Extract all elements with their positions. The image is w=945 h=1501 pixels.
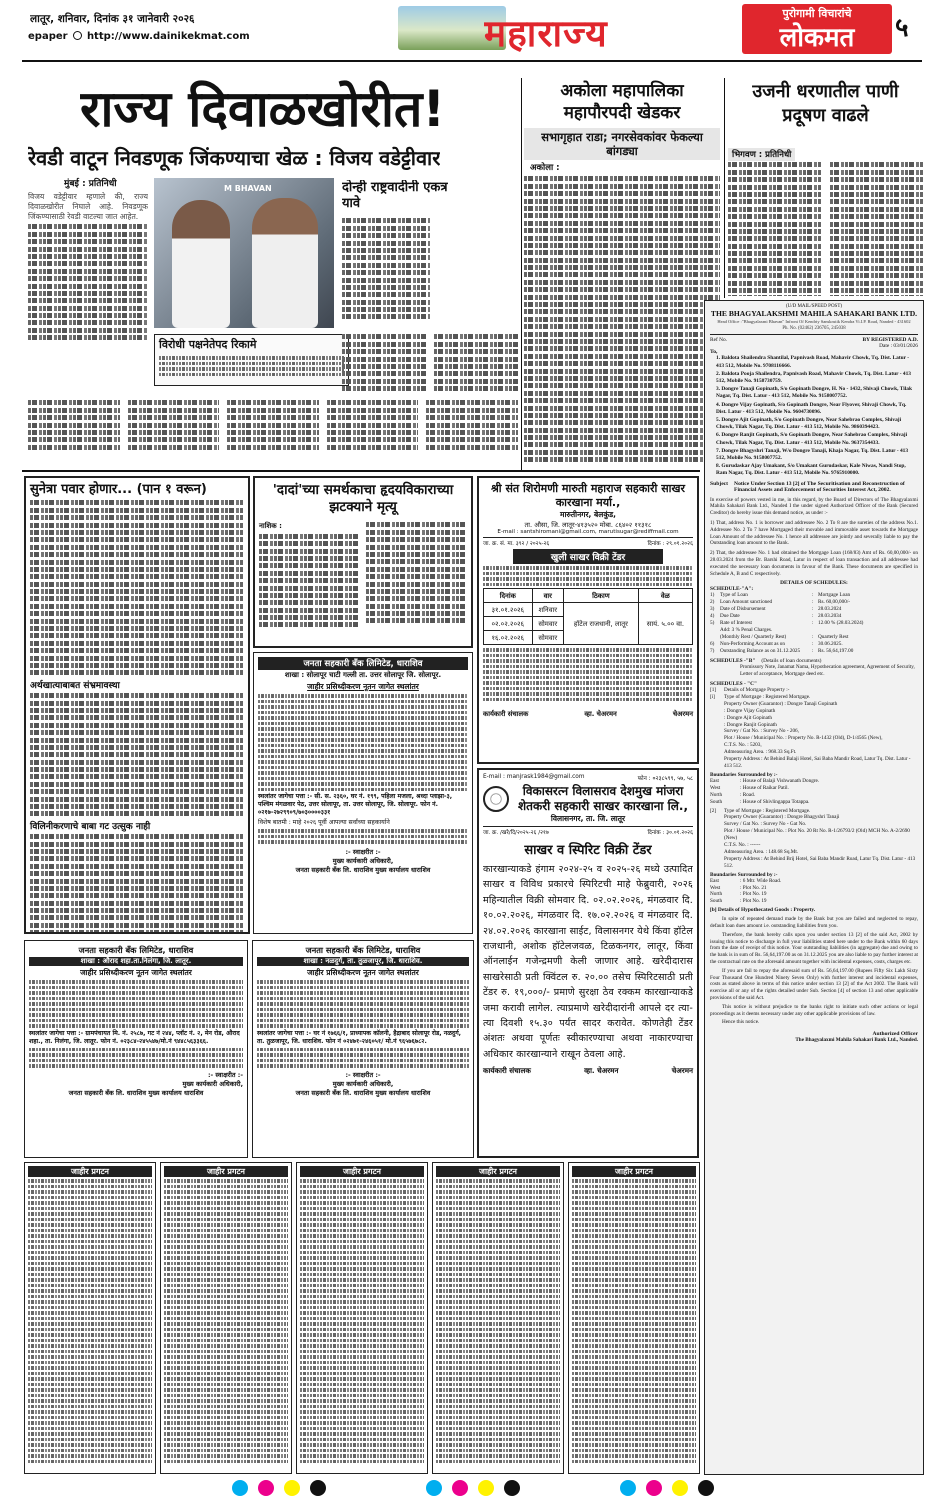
- schedule-cell: 2): [710, 599, 715, 606]
- schedule-row: [710, 648, 918, 655]
- sugar-row-date: ३१.०१.२०२६: [484, 603, 533, 617]
- schedule-cell: 12.00 % (28.03.2024): [818, 620, 864, 627]
- boundaries-2: [710, 878, 918, 906]
- schedule-cell: Type of Mortgage : Registered Mortgage.: [724, 693, 811, 700]
- schedule-cell: Add: 3 % Penal Charges.: [720, 627, 773, 634]
- schedule-cell: Survey / Gat No. : Survey No - 206,: [724, 728, 799, 735]
- classified-notices: [24, 1162, 700, 1474]
- janata-main-loc: स्थलांतर जागेचा पत्ता :- सी. स. २३६०, घर नं. १९९, पहिला मजला, श्रध्दा प्लाझा-३, पश्चिम मंगळवार पेठ, उत्तर सोलापूर, ता. उत्तर सोलापूर, जि. सोलापूर. फोन नं. ०२१७-२७२९९०९/७०३००००३३१: [258, 793, 453, 816]
- schedule-cell: [710, 756, 724, 770]
- janata-main-notice: [253, 652, 473, 934]
- addressee-item: 7. Dongre Bhagyshri Tanaji, W/o Dongre Tanaji, Khaja Nagar, Tq. Dist. Latur - 413 512, Mobile No. 9158007752.: [716, 447, 909, 462]
- manjra-footer-left: कार्यकारी संचालक: [483, 1066, 531, 1076]
- bank-head-office: Head Office :"Bhagyalaxmi Bhavan" Infront Of Kendriy Sanskrutik Kendra Vi.I.P. Road, Nanded - 431602: [717, 319, 911, 324]
- schedule-row: [710, 842, 918, 849]
- subject-text: Notice Under Section 13 [2] of The Securitisation and Reconstruction of Financial Assets and Enforcement of Securities Interest Act, 2002.: [734, 480, 905, 493]
- schedule-cell: [1]: [710, 687, 717, 694]
- janata-left-loc: स्थलांतर जागेचा पत्ता :- ग्रामपंचायत मि. नं. २५८७, गट नं २४४, प्लॉट नं. २, मेन रोड, औराद शहा., ता. निलंगा, जि. लातूर. फोन नं. ०२३८४-२४५५४७/मो.नं ९४४८५६३३६६.: [29, 1029, 240, 1045]
- janata-main-sign2: मुख्य कार्यकारी अधिकारी,: [332, 856, 394, 865]
- schedule-c-1: [710, 687, 918, 770]
- schedule-cell: : Road.: [740, 791, 755, 798]
- addressee-list: [710, 355, 918, 477]
- public-notice-heading: जाहीर प्रगटन: [164, 1166, 288, 1177]
- closing-3: If you are fail to repay the aforesaid sum of Rs. 56,64,197.00 (Rupees Fifty Six Lakh Sixty Four Thousand One Hundred Ninety Seven Only) with further interest and incidental expenses, costs as stated above in terms of this notice under section 13 [2] of the Act 2002. The Bank will exercise all or any of the rights detailed under Sub. Section [4] of section 13 and other applicable provisions of the said Act.: [710, 967, 918, 1002]
- lead-body-col1: [28, 192, 148, 392]
- schedule-cell: South: [710, 898, 723, 905]
- sidebar-ncp-body: [342, 216, 430, 322]
- masthead: [0, 0, 945, 68]
- sunetra-sub-2: विलिनीकरणाचे बाबा गट उत्सुक नाही: [30, 821, 151, 832]
- lead-story: [24, 80, 520, 465]
- schedule-row: [710, 849, 918, 856]
- bank-regd: (U/D MAIL/SPEED POST): [785, 304, 843, 309]
- sugar-contact: ता. औसा, जि. लातूर-४१३५२० मोबा. ८६४०२ ११३१८: [524, 521, 652, 529]
- akola-story: [524, 78, 720, 468]
- schedule-b-title: SCHEDULES -"B": [710, 658, 756, 665]
- schedule-cell: :: [812, 606, 814, 613]
- manjra-footer-mid: व्हा. चेअरमन: [584, 1066, 619, 1076]
- bank-notice: [704, 300, 924, 1475]
- opposition-box-title: विरोधी पक्षनेतेपद रिकामे: [159, 338, 257, 351]
- schedule-cell: Rs. 56,64,197.00: [818, 648, 854, 655]
- registration-black: [504, 1480, 520, 1496]
- schedule-cell: Admeasuring Area. : 148.68 Sq.Mt.: [724, 848, 799, 855]
- schedule-cell: South: [710, 798, 723, 805]
- manjra-place: विलासनगर, ता. जि. लातूर: [550, 814, 626, 823]
- schedule-cell: [818, 627, 918, 634]
- schedule-cell: Property Owner (Guarantor) : Dongre Tanaji Gopinath: [724, 700, 838, 707]
- schedule-cell: : House of Raikar Patil.: [740, 784, 789, 791]
- schedule-cell: East: [710, 777, 719, 784]
- janata-left-sign3: जनता सहकारी बँक लि. धाराशिव मुख्य कार्यालय धाराशिव: [68, 1088, 204, 1097]
- registration-yellow: [478, 1480, 494, 1496]
- sugar-venue: हॉटेल राजधानी, लातूर: [564, 603, 639, 645]
- janata-main-special: विशेष बातमी : माहे २०२६ पूर्वी आपल्या सर्वांच्या सहकार्याने: [258, 819, 390, 826]
- schedule-cell: : Plot No. 19: [740, 898, 767, 905]
- schedule-a-title: SCHEDULE-"A":: [710, 586, 754, 593]
- sugar-row-date: १६.०२.२०२६: [484, 631, 533, 645]
- schedule-cell: [710, 842, 724, 849]
- schedule-row: [710, 799, 918, 806]
- janata-mid-branch: शाखा : नळदुर्ग, ता. तुळजापूर, जि. धाराशिव.: [257, 957, 469, 966]
- schedule-row: [710, 592, 918, 599]
- manjra-logo: [483, 786, 509, 812]
- signatory-bank: The Bhagyalaxmi Mahila Sahakari Bank Ltd., Nanded.: [795, 1037, 918, 1044]
- janata-left-sign1: :- स्वाक्षरीत :-: [207, 1070, 243, 1079]
- schedule-cell: :: [812, 641, 814, 648]
- janata-mid-loc: स्थलांतर जागेचा पत्ता :- घर नं १७६६/१, प्राध्यापक कॉलनी, हैद्राबाद सोलापूर रोड, नळदुर्ग, ता. तुळजापूर, जि. धाराशिव. फोन नं ०२४७१-२४६०५१/ मो.नं ९६५७६७८२.: [257, 1029, 462, 1045]
- epaper-label: epaper: [28, 31, 68, 42]
- dada-story: [253, 476, 473, 648]
- schedule-cell: [710, 849, 724, 856]
- schedule-cell: [710, 814, 724, 821]
- schedule-cell: :: [812, 620, 814, 627]
- schedule-cell: North: [710, 891, 723, 898]
- schedule-row: [710, 694, 918, 701]
- schedule-cell: : Plot No. 21: [740, 884, 767, 891]
- schedule-cell: Plot / House / Municipal No. : Plot No. 20 Rt No. R-1/26793/2 (Old) MCH No. A-2/2690 (New): [724, 828, 910, 842]
- schedule-row: [710, 792, 918, 799]
- schedule-row: [710, 828, 918, 842]
- bank-name: THE BHAGYALAKSHMI MAHILA SAHAKARI BANK LTD.: [710, 309, 918, 318]
- lead-body-intro: विजय वडेट्टीवार म्हणाले की, राज्य दिवाळखोरीत निघाले आहे. निवडणूक जिंकण्यासाठी रेवडी वाटल्या जात आहेत.: [28, 192, 148, 221]
- ujani-dateline: भिगवण : प्रतिनिधी: [728, 148, 795, 161]
- janata-left-sign2: मुख्य कार्यकारी अधिकारी,: [182, 1079, 243, 1088]
- schedule-cell: [i]: [710, 693, 715, 700]
- manjra-tender-title: साखर व स्पिरिट विक्री टेंडर: [524, 843, 652, 858]
- sugar-time: सायं. ५.०० वा.: [638, 603, 692, 645]
- sugar-place: मारुतीनगर, बेलकुंड,: [559, 510, 617, 519]
- paper-logo: [742, 4, 892, 54]
- registration-magenta: [646, 1480, 662, 1496]
- closing-5: Hence this notice.: [722, 1019, 760, 1026]
- manjra-tender-ad: [477, 768, 699, 1158]
- janata-left-bank: जनता सहकारी बँक लिमिटेड, धाराशिव: [78, 945, 194, 955]
- dada-dateline: नाशिक :: [259, 522, 282, 531]
- hypothecated: [b] Details of Hypothecated Goods : Property.: [710, 907, 816, 914]
- janata-main-bank: जनता सहकारी बँक लिमिटेड, धाराशिव: [258, 657, 468, 670]
- bank-para-1: 1) That, address No. 1 is borrower and addressee No. 2 To 8 are the sureties of the address No.1. Addressee No. 2 To 7 have Mortgaged their movable and immovable asset towards the Mortgage Loan Amount of the addressee No. 1 hence all addressee are jointly and severally liable to pay the Outstanding loan amount to the Bank.: [710, 520, 918, 547]
- lead-photo: [154, 178, 334, 328]
- paper-name: लोकमत: [779, 23, 855, 53]
- schedule-cell: Date of Disbursement: [720, 606, 766, 613]
- bank-to: To,: [710, 349, 718, 356]
- manjra-date: दिनांक : ३०.०१.२०२६: [647, 830, 693, 836]
- schedule-row: [710, 715, 918, 722]
- manjra-body: कारखान्याकडे हंगाम २०२४-२५ व २०२५-२६ मध्ये उत्पादित साखर व विविध प्रकारचे स्पिरिटची माहे फेब्रुवारी, २०२६ महिन्यातील विक्री सोमवार दि. ०२.०२.२०२६, मंगळवार दि. १०.०२.२०२६, मंगळवार दि. १७.०२.२०२६ व मंगळवार दि. २४.०२.२०२६ कारखाना साईट, विलासनगर येथे किंवा हॉटेल राजधानी, अशोक हॉटेलजवळ, टिळकनगर, लातूर, किंवा ऑनलाईन गजेन्द्रमणी केली जाणार आहे. खरेदीदारास साखरेसाठी प्रती क्विंटल रु. २०.०० तसेच स्पिरिटसाठी प्रती टेंडर रु. १९,०००/- प्रमाणे सुरक्षा ठेव रक्कम कारखान्याकडे जमा करावी लागेल. त्याप्रमाणे खरेदीदारांनी आपले दर त्या-त्या दिवशी १५.३० पर्यंत सादर करावेत. कोणतेही टेंडर अंशतः अथवा पूर्णतः स्वीकारण्याचा अथवा नाकारण्याचा अधिकार कारखान्याने राखून ठेवला आहे.: [483, 864, 693, 1060]
- schedule-cell: Type of Loan: [720, 592, 748, 599]
- janata-mid-bank: जनता सहकारी बँक लिमिटेड, धाराशिव: [305, 945, 421, 955]
- sugar-date: दिनांक : २९.०१.२०२६: [647, 541, 693, 547]
- janata-mid-sign1: :- स्वाक्षरीत :-: [345, 1070, 381, 1079]
- sunetra-body-1: [30, 500, 244, 675]
- schedule-cell: 7): [710, 648, 715, 655]
- schedule-cell: 28.03.2024: [818, 606, 842, 613]
- bank-para-2: 2) That, the addressee No. 1 had obtained the Mortgage Loan (168/83) Amt of Rs. 60,00,000/- on 28.03.2024 from the Br. Barshi Road, Latur in respect of loan transaction and all addressee had executed the necessary loan documents in favour of the Bank. These documents are specified in Schedule A, B and C respectively.: [710, 550, 918, 577]
- schedule-cell: Outstanding Balance as on 31.12.2025: [720, 648, 801, 655]
- lead-headline: राज्य दिवाळखोरीत!: [80, 80, 446, 138]
- schedule-row: [710, 885, 918, 892]
- sunetra-sub-1: अर्थखात्याबाबत संभ्रमावस्था: [30, 680, 120, 691]
- manjra-email: E-mail : manjrask1984@gmail.com: [483, 774, 585, 780]
- closing-2: Therefore, the bank hereby calls upon you under section 13 [2] of the said Act, 2002 by issuing this notice to discharge in full your liabilities stated here under to the Bank within 60 days from the date of receipt of this notice. Your outstanding liabilities (in aggregate) due and owing to the bank is in sum of Rs. 56,64,197.00 as on 31.12.2025 you are also liable to pay further interest at the contractual rate on the aforesaid amount together with incidental expenses, costs, charges etc.: [710, 931, 918, 966]
- schedule-cell: [710, 722, 724, 729]
- schedule-b-sub: (Details of loan documents): [761, 658, 822, 665]
- schedule-cell: : Dongre Ajit Gopinath: [724, 714, 772, 721]
- janata-left-title: जाहीर प्रसिध्दीकरण नूतन जागेत स्थलांतर: [80, 968, 192, 977]
- schedule-cell: Rate of Interest: [720, 620, 752, 627]
- schedule-cell: (Monthly Rest / Quarterly Rest): [720, 634, 787, 641]
- schedule-row: [710, 891, 918, 898]
- epaper-link[interactable]: [28, 31, 250, 42]
- photo-building-sign: M BHAVAN: [224, 184, 272, 193]
- bank-phone: Ph. No. (02462) 236705, 245038: [782, 326, 846, 331]
- schedule-cell: : Dongre Ranjit Gopinath: [724, 721, 777, 728]
- schedule-cell: [710, 821, 724, 828]
- sugar-row-date: ०२.०२.२०२६: [484, 617, 533, 631]
- schedule-row: [710, 606, 918, 613]
- sugar-title: श्री संत शिरोमणी मारुती महाराज सहकारी साखर कारखाना मर्या.,: [491, 482, 685, 509]
- schedule-cell: [710, 715, 724, 722]
- schedule-cell: Quarterly Rest: [818, 634, 849, 641]
- schedule-cell: Survey / Gat No. : Survey No - Gat No.: [724, 821, 807, 828]
- lead-body-lower: [28, 398, 518, 462]
- lead-dateline: मुंबई : प्रतिनिधी: [64, 179, 117, 189]
- schedule-cell: Property Address : At Behind Brij Hotel, Sai Baba Mandir Road, Latur Tq. Dist. Latur - 413 512.: [724, 855, 916, 869]
- schedule-cell: 1): [710, 592, 715, 599]
- sugar-th-day: वार: [532, 589, 564, 603]
- schedule-cell: [710, 708, 724, 715]
- print-registration-bar: [0, 1475, 945, 1501]
- schedule-cell: North: [710, 791, 723, 798]
- schedule-row: [710, 620, 918, 627]
- opposition-box: [154, 334, 349, 386]
- sugar-ref: जा. क्र. सं. मा. ३९२ / २०२५-२६: [483, 541, 550, 547]
- public-notice-heading: जाहीर प्रगटन: [572, 1166, 696, 1177]
- janata-main-title: जाहीर प्रसिध्दीकरण नूतन जागेत स्थलांतर: [307, 682, 419, 691]
- schedule-cell: Mortgage Loan: [818, 592, 851, 599]
- public-notice-heading: जाहीर प्रगटन: [300, 1166, 424, 1177]
- sugar-th-date: दिनांक: [484, 589, 533, 603]
- janata-left-branch: शाखा : औराद शहा.ता.निलंगा, जि. लातूर.: [29, 957, 243, 966]
- schedule-cell: : Plot No. 19: [740, 891, 767, 898]
- schedule-cell: [710, 728, 724, 735]
- schedule-cell: 3): [710, 606, 715, 613]
- registration-magenta: [452, 1480, 468, 1496]
- akola-dateline: अकोला :: [530, 163, 560, 173]
- registration-magenta: [258, 1480, 274, 1496]
- schedule-cell: C.T.S. No. : ------: [724, 842, 761, 849]
- schedule-cell: Admeasuring Area. : 968.33 Sq.Ft.: [724, 749, 797, 756]
- dateline: लातूर, शनिवार, दिनांक ३१ जानेवारी २०२६: [30, 13, 195, 25]
- section-title: महाराज्य: [484, 12, 608, 55]
- schedule-c-title: SCHEDULES - "C": [710, 681, 758, 688]
- schedule-row: [710, 878, 918, 885]
- signatory: Authorized Officer: [872, 1031, 918, 1038]
- sidebar-ncp-cont: [342, 332, 518, 398]
- addressee-item: 8. Gurudaskar Ajay Umakant, S/o Umakant Gurudaskar, Kale Niwas, Nandi Stop, Ram Nagar, Tq. Dist. Latur - 413 512, Mobile No. 9765910000.: [716, 463, 906, 477]
- schedule-row: [710, 641, 918, 648]
- sugar-email: E-mail : santshiromani@gmail.com, marutisugar@rediffmail.com: [497, 529, 679, 535]
- schedule-cell: Type of Mortgage : Registered Mortgage.: [724, 807, 811, 814]
- schedule-cell: [2]: [710, 807, 717, 814]
- sunetra-headline: सुनेत्रा पवार होणार... (पान १ वरून): [30, 482, 207, 497]
- schedule-cell: : Dongre Vijay Gopinath: [724, 707, 776, 714]
- registration-black: [698, 1480, 714, 1496]
- addressee-item: 3. Dongre Tanaji Gopinath, S/o Gopinath Dongre, H. No - 1432, Shivaji Chowk, Tilak Nagar, Tq. Dist. Latur - 413 512, Mobile No. 9158007752.: [716, 386, 912, 400]
- boundaries-1-title: Boundaries Surrounded by :-: [710, 771, 778, 778]
- schedule-cell: Rs. 60,00,000/-: [818, 599, 850, 606]
- janata-mid-sign3: जनता सहकारी बँक लि. धाराशिव मुख्य कार्यालय धाराशिव: [295, 1088, 431, 1097]
- janata-mid-title: जाहीर प्रसिध्दीकरण नूतन जागेत स्थलांतर: [307, 968, 419, 977]
- schedule-cell: East: [710, 877, 719, 884]
- sunetra-body-3: [30, 834, 244, 934]
- photo-person-right: [252, 198, 318, 328]
- sidebar-ncp-title: दोन्ही राष्ट्रवादीनी एकत्र यावे: [342, 180, 448, 211]
- schedule-cell: :: [812, 599, 814, 606]
- schedule-row: [710, 735, 918, 742]
- column-rule: [521, 78, 522, 470]
- schedule-cell: 4): [710, 613, 715, 620]
- ujani-headline: उजनी धरणातील पाणी प्रदूषण वाढले: [752, 81, 899, 126]
- schedule-cell: : House of Shivlingappa Totappa.: [740, 798, 810, 805]
- sugar-tender-table: [483, 588, 693, 645]
- schedule-row: [710, 785, 918, 792]
- sugar-footer-left: कार्यकारी संचालक: [483, 710, 529, 718]
- public-notice: [568, 1162, 700, 1474]
- lead-subhead: रेवडी वाटून निवडणूक जिंकण्याचा खेळ : विजय वडेट्टीवार: [28, 146, 441, 170]
- closing-1: In spite of repeated demand made by the Bank but you are failed and neglected to repay, default loan dues amount i.e. outstanding liabilities from you.: [710, 916, 918, 930]
- registration-cyan: [620, 1480, 636, 1496]
- bank-subject: [710, 481, 918, 493]
- sugar-row-day: शनिवार: [532, 603, 564, 617]
- ujani-body: [728, 160, 923, 296]
- public-notice-heading: जाहीर प्रगटन: [436, 1166, 560, 1177]
- bank-date: Date : 03/01/2026: [879, 343, 918, 350]
- addressee-item: 4. Dongre Vijay Gopinath, S/o Gopinath Dongre, Near Flyover, Shivaji Chowk, Tq. Dist. Latur - 413 512, Mobile No. 9604730096.: [716, 401, 907, 415]
- schedule-row: [710, 898, 918, 905]
- public-notice: [432, 1162, 564, 1474]
- janata-main-branch: शाखा : सोलापूर चाटी गल्ली ता. उत्तर सोलापूर जि. सोलापूर.: [284, 671, 442, 679]
- schedule-row: [710, 742, 918, 749]
- dada-headline: 'दादां'च्या समर्थकाचा हृदयविकाराच्या झटक्याने मृत्यू: [272, 482, 454, 515]
- addressee-item: 1. Baldota Shailendra Shantilal, Papnivash Road, Mahavir Chowk, Tq. Dist. Latur - 413 512, Mobile No. 9708116666.: [716, 355, 910, 369]
- schedule-cell: 5): [710, 620, 715, 627]
- schedule-cell: West: [710, 784, 721, 791]
- subject-label: Subject: [710, 480, 729, 487]
- schedule-row: [710, 856, 918, 870]
- public-notice: [24, 1162, 156, 1474]
- akola-headline: अकोला महापालिका महापौरपदी खेडकर: [560, 81, 684, 123]
- section-rule: [22, 470, 700, 472]
- schedule-cell: : House of Balaji Vishwanath Dongre.: [740, 777, 820, 784]
- schedule-cell: 6): [710, 641, 715, 648]
- page-number: ५: [895, 13, 909, 43]
- schedule-b-text: Promissory Note, Janamat Nama, Hypothecation agreement, Agreement of Security, Letter of acceptance, Mortgage deed etc.: [740, 664, 915, 678]
- globe-icon: [73, 31, 82, 40]
- addressee-item: 6. Dongre Ranjit Gopinath, S/o Gopinath Dongre, Near Sahebrao Complex, Shivaji Chowk, Tilak Nagar, Tq. Dist. Latur - 413 512, Mobile No. 9637354433.: [716, 432, 908, 446]
- addressee-item: 5. Dongre Ajit Gopinath, S/o Gopinath Dongre, Near Sahebrao Complex, Shivaji Chowk, Tilak Nagar, Tq. Dist. Latur - 413 512, Mobile No. 9860394423.: [716, 417, 902, 431]
- sugar-tender-ad: [477, 476, 699, 764]
- schedule-cell: Loan Amount sanctioned: [720, 599, 773, 606]
- registration-yellow: [672, 1480, 688, 1496]
- janata-mid-sign2: मुख्य कार्यकारी अधिकारी,: [332, 1079, 394, 1088]
- schedule-cell: Non-Performing Account as on: [720, 641, 785, 648]
- public-notice: [160, 1162, 292, 1474]
- sugar-row-day: सोमवार: [532, 617, 564, 631]
- schedule-c-2: [710, 808, 918, 870]
- registration-cyan: [232, 1480, 248, 1496]
- schedule-cell: 30.06.2025.: [818, 641, 843, 648]
- schedule-cell: [710, 742, 724, 749]
- schedule-row: [710, 701, 918, 708]
- schedule-cell: :: [812, 648, 814, 655]
- sugar-th-place: ठिकाण: [564, 589, 639, 603]
- registration-yellow: [284, 1480, 300, 1496]
- details-title: DETAILS OF SCHEDULES:: [780, 580, 848, 587]
- schedule-cell: Property Owner (Guarantor) : Dongre Bhagyshri Tanaji: [724, 814, 840, 821]
- schedule-cell: Details of Mortgage Property :-: [724, 687, 790, 694]
- schedule-cell: [710, 856, 724, 870]
- schedule-cell: West: [710, 884, 721, 891]
- schedule-cell: : 6 Mtr. Wide Road.: [740, 877, 782, 884]
- schedule-row: [710, 722, 918, 729]
- schedule-cell: [710, 828, 724, 842]
- manjra-footer-right: चेअरमन: [671, 1066, 693, 1076]
- schedule-cell: :: [812, 613, 814, 620]
- schedule-cell: :: [812, 592, 814, 599]
- janata-mid-notice: [252, 940, 474, 1158]
- schedule-row: [710, 749, 918, 756]
- public-notice-heading: जाहीर प्रगटन: [28, 1166, 152, 1177]
- schedule-cell: Due Date: [720, 613, 740, 620]
- sugar-footer-mid: व्हा. चेअरमन: [584, 710, 617, 718]
- manjra-title: विकासरत्न विलासराव देशमुख मांजरा शेतकरी सहकारी साखर कारखाना लि.,: [518, 784, 688, 813]
- sunetra-story: [24, 476, 250, 934]
- ujani-story: [728, 78, 923, 298]
- schedule-row: [710, 687, 918, 694]
- boundaries-1: [710, 778, 918, 806]
- schedule-row: [710, 778, 918, 785]
- site-url: http://www.dainikekmat.com: [86, 31, 250, 42]
- column-rule: [724, 78, 725, 298]
- schedule-row: [710, 708, 918, 715]
- janata-main-sign3: जनता सहकारी बँक लि. धाराशिव मुख्य कार्यालय धाराशिव: [295, 865, 431, 874]
- bank-ref: Ref No.: [710, 337, 728, 344]
- janata-left-notice: [24, 940, 248, 1158]
- sugar-th-time: वेळ: [638, 589, 692, 603]
- schedule-cell: Plot / House / Municipal No. : Property No. R-1432 (Old), D-1/4565 (New),: [724, 735, 883, 742]
- public-notice: [296, 1162, 428, 1474]
- paper-tagline: पुरोगामी विचारांचे: [782, 7, 852, 20]
- bank-para-intro: In exercise of powers vested in me, in this regard, by the Board of Directors of The Bhagyalaxmi Mahila Sahakari Bank Ltd., Nanded I the under signed Authorized Officer of the Bank (Secured Creditor) do hereby issue this demand notice, as under :-: [710, 496, 918, 517]
- schedule-cell: Property Address : At Behind Balaji Hotel, Sai Baba Mandir Road, Latur Tq. Dist. Latur - 413 512.: [724, 756, 911, 769]
- schedule-row: [710, 814, 918, 821]
- sidebar-ncp: [342, 180, 518, 330]
- sugar-tender-title: खुली साखर विक्री टेंडर: [513, 549, 663, 564]
- schedule-cell: [710, 627, 720, 634]
- boundaries-2-title: Boundaries Surrounded by :-: [710, 871, 778, 878]
- addressee-item: 2. Baldota Pooja Shailendra, Papnivash Road, Mahavir Chowk, Tq. Dist. Latur - 413 512, Mobile No. 9158730759.: [716, 370, 911, 385]
- akola-body: [524, 174, 720, 465]
- schedule-cell: :: [812, 634, 814, 641]
- schedule-cell: C.T.S. No. : 5203,: [724, 742, 762, 749]
- schedule-cell: [710, 749, 724, 756]
- bank-by-reg: BY REGISTERED A.D.: [862, 337, 918, 344]
- schedule-row: [710, 756, 918, 770]
- manjra-ref: जा. क्र. /खरे/दि/२०२५-२६ /२१७: [483, 830, 549, 836]
- registration-black: [310, 1480, 326, 1496]
- sugar-footer-right: चेअरमन: [672, 710, 693, 718]
- schedule-a-table: [710, 592, 918, 655]
- manjra-phone: फोन : ०२३८५९९, ५७, ५८: [637, 776, 693, 782]
- registration-cyan: [426, 1480, 442, 1496]
- akola-subhead: सभागृहात राडा; नगरसेवकांवर फेकल्या बांगड्या: [524, 128, 720, 160]
- schedule-cell: [710, 701, 724, 708]
- schedule-cell: [710, 735, 724, 742]
- masthead-rule: [22, 60, 922, 62]
- janata-main-sign1: :- स्वाक्षरीत :-: [345, 847, 381, 856]
- schedule-cell: 28.03.2034: [818, 613, 842, 620]
- closing-4: This notice is without prejudice to the banks right to initiate such other actions or legal proceedings as it deems necessary under any other applicable provisions of law.: [710, 1003, 918, 1017]
- sunetra-body-2: [30, 693, 244, 816]
- sugar-row-day: सोमवार: [532, 631, 564, 645]
- photo-person-left: [172, 200, 230, 328]
